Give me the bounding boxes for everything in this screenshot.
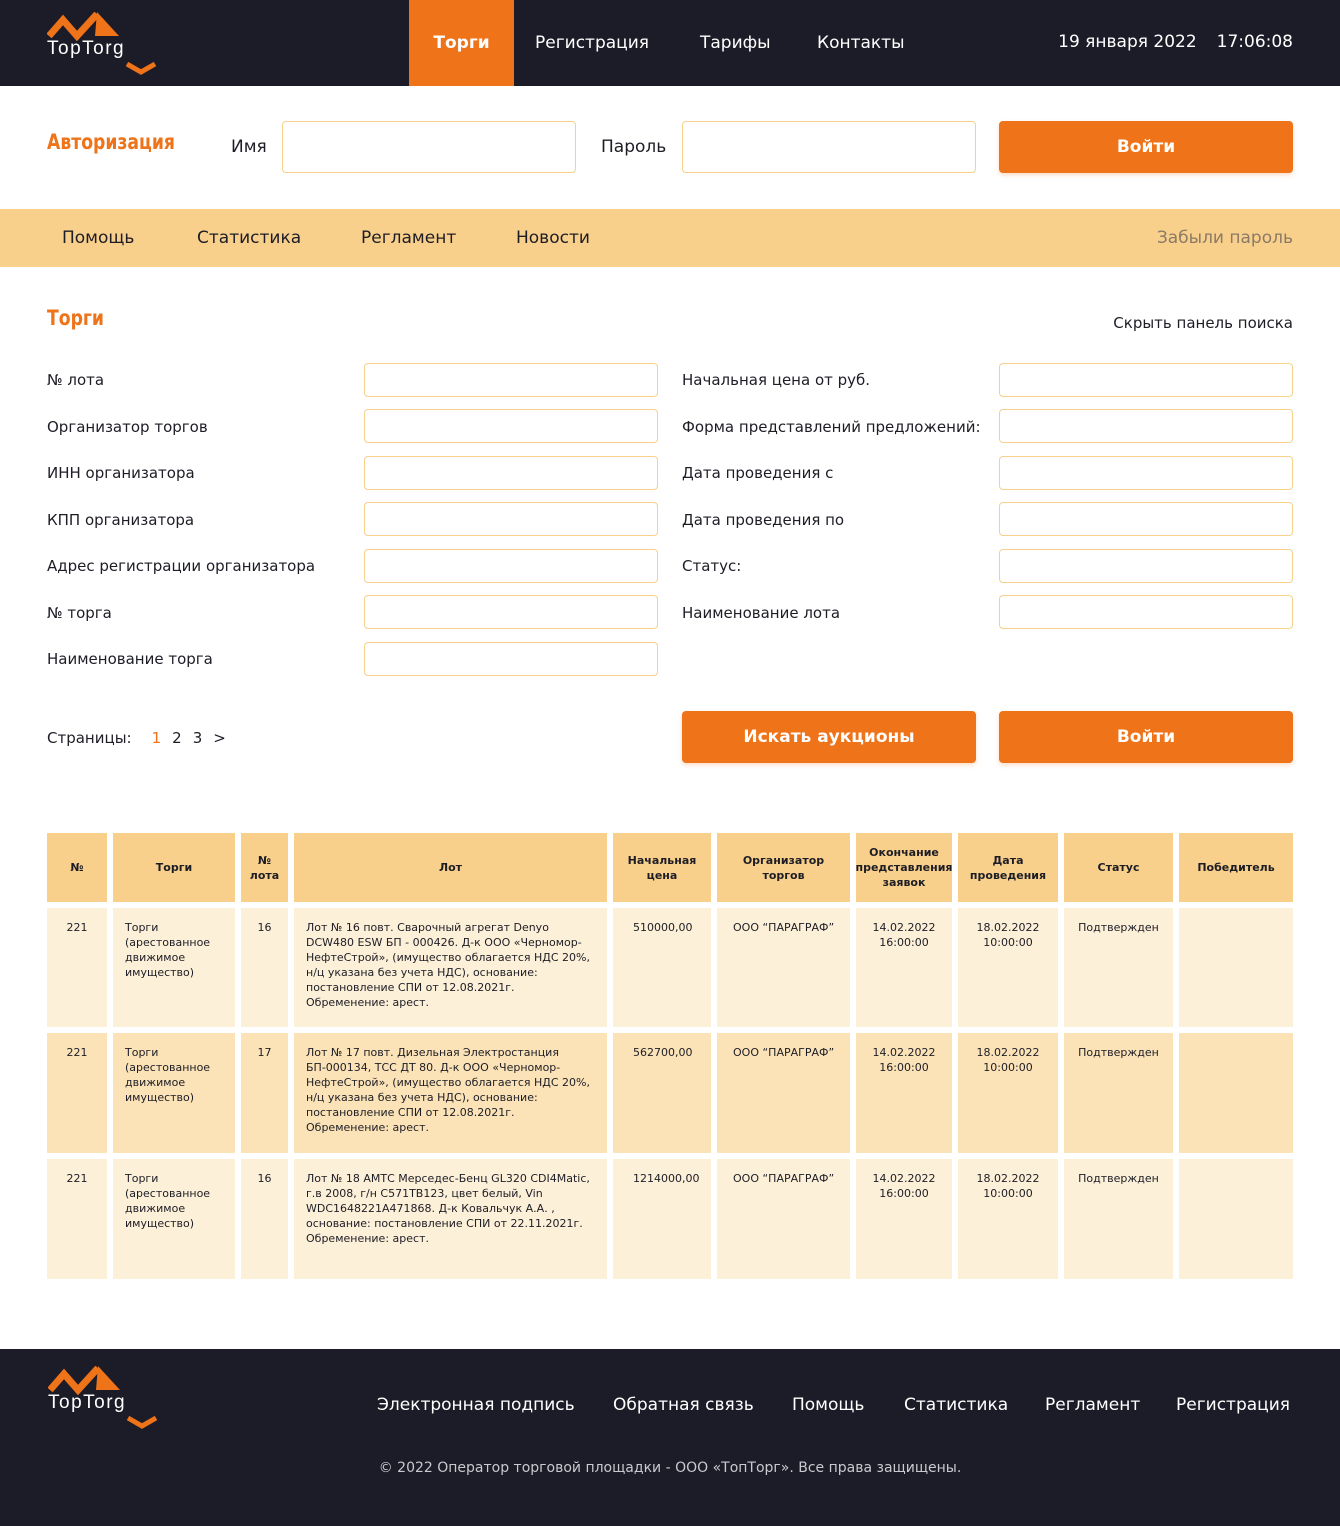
nav-item-contacts[interactable]: Контакты — [817, 33, 905, 53]
cell-organizer: ООО “ПАРАГРАФ” — [717, 1033, 850, 1153]
column-header-end: Окончание представления заявок — [856, 833, 952, 902]
copyright-text: © 2022 Оператор торговой площадки - ООО «ТопТорг». Все права защищены. — [378, 1460, 962, 1476]
footer-link-regulations[interactable]: Регламент — [1045, 1395, 1141, 1415]
lot-name-input[interactable] — [999, 595, 1293, 629]
cell-lot-num: 17 — [241, 1033, 288, 1153]
column-header-lot: Лот — [294, 833, 607, 902]
cell-num: 221 — [47, 1159, 107, 1279]
cell-lot-num: 16 — [241, 1159, 288, 1279]
cell-winner — [1179, 908, 1293, 1027]
pagination-label: Страницы: — [47, 729, 132, 747]
cell-end: 14.02.2022 16:00:00 — [856, 908, 952, 1027]
date-from-input[interactable] — [999, 456, 1293, 490]
torg-number-input[interactable] — [364, 595, 658, 629]
cell-end: 14.02.2022 16:00:00 — [856, 1159, 952, 1279]
name-label: Имя — [231, 137, 267, 157]
hide-search-panel-link[interactable]: Скрыть панель поиска — [1113, 314, 1293, 332]
current-time: 17:06:08 — [1216, 32, 1293, 52]
cell-date: 18.02.2022 10:00:00 — [958, 1033, 1058, 1153]
field-label-status: Статус: — [682, 557, 742, 575]
organizer-address-input[interactable] — [364, 549, 658, 583]
cell-status: Подтвержден — [1064, 1159, 1173, 1279]
cell-num: 221 — [47, 908, 107, 1027]
subnav-item-help[interactable]: Помощь — [62, 228, 135, 248]
subnav-item-regulations[interactable]: Регламент — [361, 228, 457, 248]
field-label-lot-number: № лота — [47, 371, 105, 389]
column-header-organizer: Организатор торгов — [717, 833, 850, 902]
header-datetime — [1058, 32, 1293, 52]
nav-item-torgi[interactable]: Торги — [409, 0, 514, 86]
search-login-button[interactable]: Войти — [999, 711, 1293, 763]
next-page-link[interactable]: > — [213, 729, 226, 747]
field-label-offer-form: Форма представлений предложений: — [682, 418, 981, 436]
cell-date: 18.02.2022 10:00:00 — [958, 1159, 1058, 1279]
subnav-item-news[interactable]: Новости — [516, 228, 590, 248]
cell-organizer: ООО “ПАРАГРАФ” — [717, 1159, 850, 1279]
cell-lot-num: 16 — [241, 908, 288, 1027]
toptorg-logo[interactable] — [47, 12, 162, 76]
cell-price: 1214000,00 — [613, 1159, 711, 1279]
footer — [0, 1349, 1340, 1526]
field-label-start-price: Начальная цена от руб. — [682, 371, 871, 389]
organizer-inn-input[interactable] — [364, 456, 658, 490]
nav-item-registration[interactable]: Регистрация — [535, 33, 649, 53]
cell-lot: Лот № 18 АМТС Мерседес-Бенц GL320 CDI4Matic, г.в 2008, г/н С571ТВ123, цвет белый, Vin WDC1648221A471868. Д-к Ковальчук А.А. , основание: постановление СПИ от 22.11.2021г. Обременение: арест. — [294, 1159, 607, 1279]
footer-link-e-signature[interactable]: Электронная подпись — [377, 1395, 575, 1415]
status-input[interactable] — [999, 549, 1293, 583]
field-label-organizer-inn: ИНН организатора — [47, 464, 195, 482]
cell-organizer: ООО “ПАРАГРАФ” — [717, 908, 850, 1027]
column-header-date: Дата проведения — [958, 833, 1058, 902]
cell-price: 510000,00 — [613, 908, 711, 1027]
offer-form-input[interactable] — [999, 409, 1293, 443]
cell-winner — [1179, 1159, 1293, 1279]
forgot-password-link[interactable]: Забыли пароль — [1156, 228, 1293, 248]
page-2-link[interactable]: 2 — [172, 729, 182, 747]
start-price-input[interactable] — [999, 363, 1293, 397]
sub-nav — [0, 209, 1340, 267]
cell-lot: Лот № 16 повт. Сварочный агрегат Denyo DCW480 ESW БП - 000426. Д-к ООО «Черномор-НефтеСтрой», (имущество облагается НДС 20%, н/ц указана без учета НДС), основание: постановление СПИ от 12.08.2021г. Обременение: арест. — [294, 908, 607, 1027]
nav-item-tariffs[interactable]: Тарифы — [700, 33, 771, 53]
column-header-winner: Победитель — [1179, 833, 1293, 902]
password-input[interactable] — [682, 121, 976, 173]
cell-date: 18.02.2022 10:00:00 — [958, 908, 1058, 1027]
subnav-item-statistics[interactable]: Статистика — [197, 228, 302, 248]
current-date: 19 января 2022 — [1058, 32, 1197, 52]
column-header-num: № — [47, 833, 107, 902]
auth-title: Авторизация — [47, 130, 175, 154]
footer-logo[interactable] — [48, 1366, 163, 1430]
column-header-torgi: Торги — [113, 833, 235, 902]
name-input[interactable] — [282, 121, 576, 173]
main-nav — [409, 0, 915, 86]
cell-status: Подтвержден — [1064, 908, 1173, 1027]
field-label-organizer: Организатор торгов — [47, 418, 208, 436]
organizer-kpp-input[interactable] — [364, 502, 658, 536]
field-label-organizer-kpp: КПП организатора — [47, 511, 195, 529]
footer-link-statistics[interactable]: Статистика — [904, 1395, 1009, 1415]
torg-name-input[interactable] — [364, 642, 658, 676]
cell-end: 14.02.2022 16:00:00 — [856, 1033, 952, 1153]
field-label-lot-name: Наименование лота — [682, 604, 841, 622]
footer-link-help[interactable]: Помощь — [792, 1395, 865, 1415]
field-label-organizer-address: Адрес регистрации организатора — [47, 557, 316, 575]
cell-torgi: Торги (арестованное движимое имущество) — [113, 908, 235, 1027]
field-label-torg-number: № торга — [47, 604, 112, 622]
password-label: Пароль — [601, 137, 667, 157]
login-button[interactable]: Войти — [999, 121, 1293, 173]
column-header-lot-num: № лота — [241, 833, 288, 902]
page-3-link[interactable]: 3 — [192, 729, 203, 747]
field-label-torg-name: Наименование торга — [47, 650, 213, 668]
page-1-link[interactable]: 1 — [151, 729, 162, 747]
cell-torgi: Торги (арестованное движимое имущество) — [113, 1159, 235, 1279]
cell-winner — [1179, 1033, 1293, 1153]
search-section-title: Торги — [47, 306, 104, 330]
column-header-status: Статус — [1064, 833, 1173, 902]
date-to-input[interactable] — [999, 502, 1293, 536]
top-header — [0, 0, 1340, 86]
cell-torgi: Торги (арестованное движимое имущество) — [113, 1033, 235, 1153]
search-auctions-button[interactable]: Искать аукционы — [682, 711, 976, 763]
field-label-date-to: Дата проведения по — [682, 511, 845, 529]
pagination — [47, 729, 226, 747]
lot-number-input[interactable] — [364, 363, 658, 397]
cell-status: Подтвержден — [1064, 1033, 1173, 1153]
column-header-price: Начальная цена — [613, 833, 711, 902]
cell-price: 562700,00 — [613, 1033, 711, 1153]
cell-lot: Лот № 17 повт. Дизельная Электростанция БП-000134, ТСС ДТ 80. Д-к ООО «Черномор-НефтеСтрой», (имущество облагается НДС 20%, н/ц указана без учета НДС), основание: постановление СПИ от 12.08.2021г. Обременение: арест. — [294, 1033, 607, 1153]
organizer-input[interactable] — [364, 409, 658, 443]
cell-num: 221 — [47, 1033, 107, 1153]
field-label-date-from: Дата проведения с — [682, 464, 834, 482]
footer-link-feedback[interactable]: Обратная связь — [613, 1395, 754, 1415]
footer-link-registration[interactable]: Регистрация — [1176, 1395, 1290, 1415]
logo-text: TopTorg — [47, 38, 126, 59]
footer-logo-text: TopTorg — [48, 1392, 127, 1413]
